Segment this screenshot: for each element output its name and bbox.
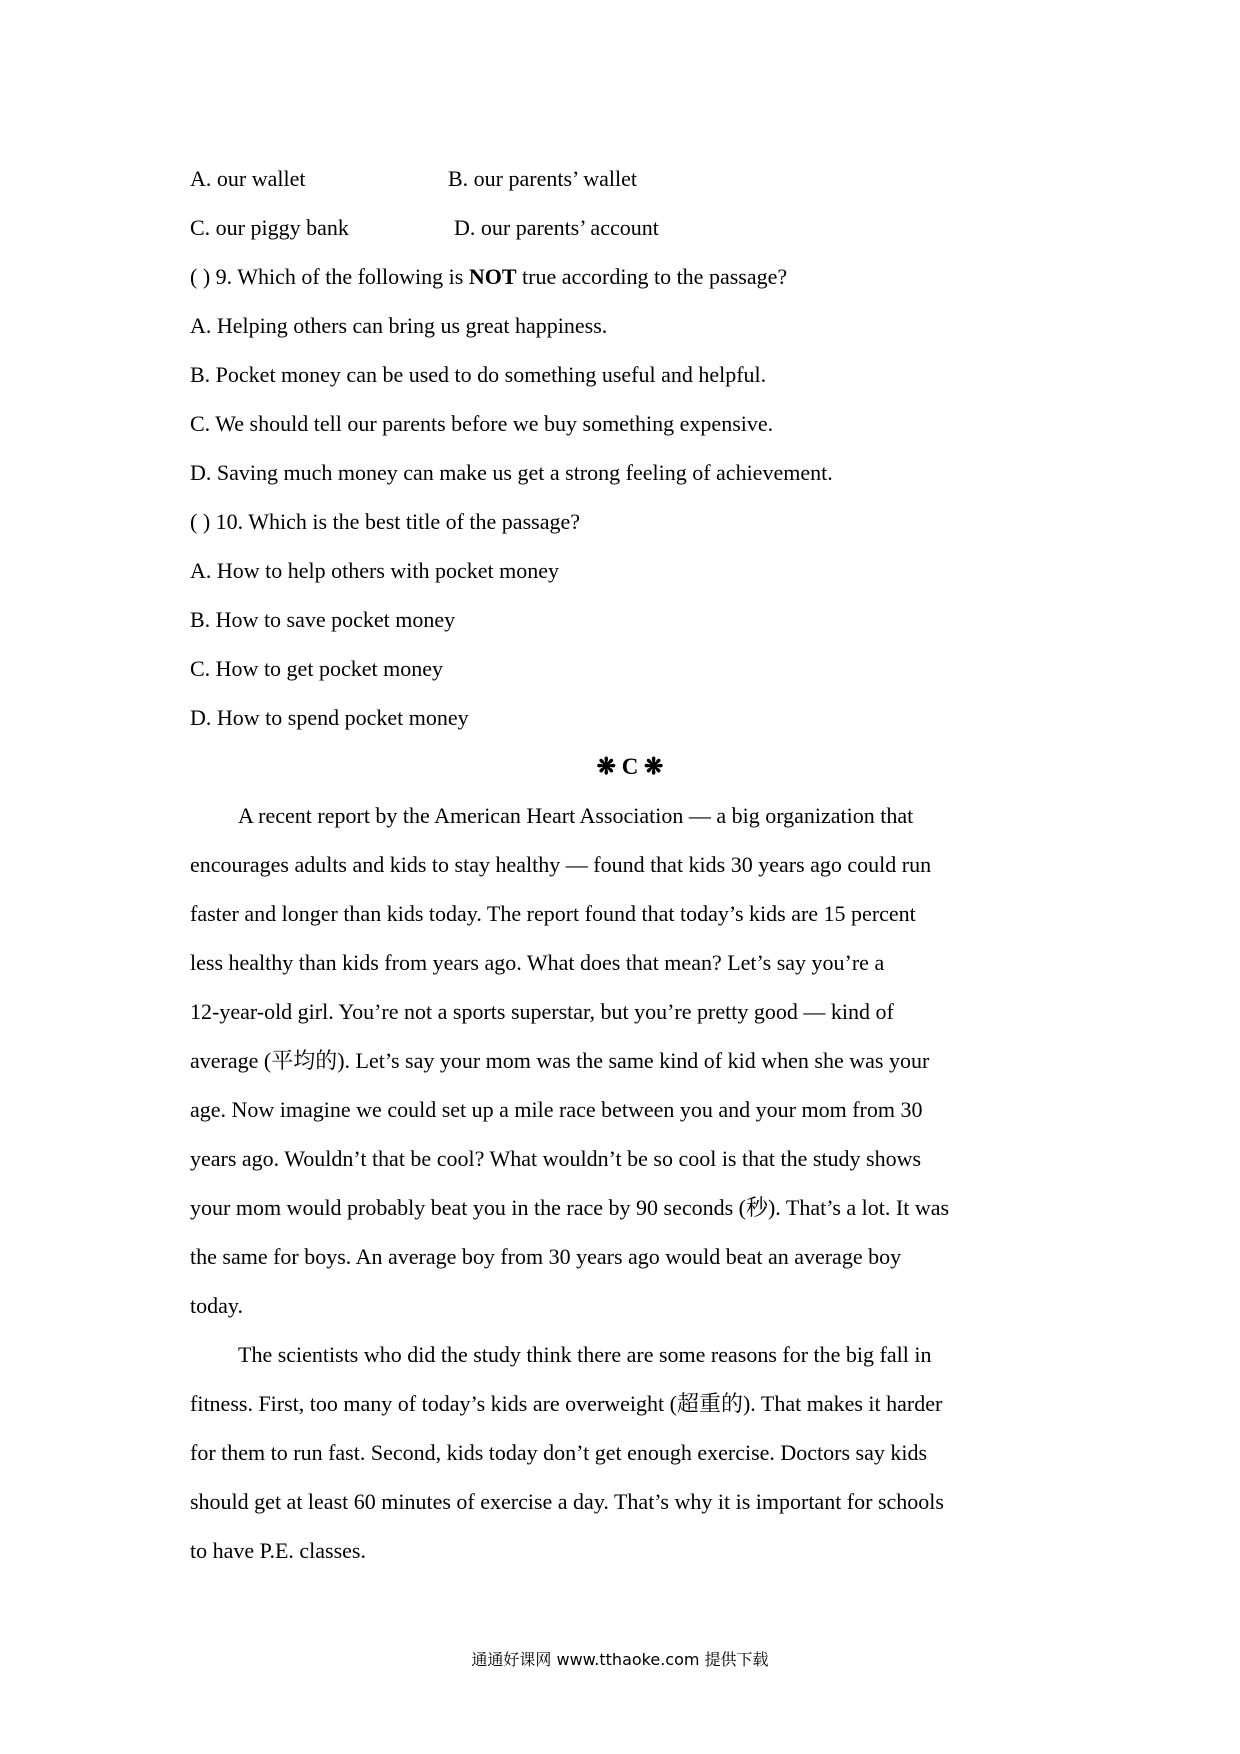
paragraph-line: encourages adults and kids to stay healthy — found that kids 30 years ago could run	[190, 852, 932, 877]
q10-option-d: D. How to spend pocket money	[190, 705, 469, 730]
q8-option-c: C. our piggy bank	[190, 215, 349, 240]
q9-option-a: A. Helping others can bring us great happiness.	[190, 313, 608, 338]
paragraph-line: A recent report by the American Heart Association — a big organization that	[238, 803, 914, 828]
paragraph-line: 12-year-old girl. You’re not a sports superstar, but you’re pretty good — kind of	[190, 999, 894, 1024]
paragraph-line: fitness. First, too many of today’s kids are overweight (超重的). That makes it harder	[190, 1391, 943, 1416]
passage-paragraph-2	[190, 1330, 1070, 1575]
q8-option-b: B. our parents’ wallet	[448, 166, 637, 191]
paragraph-line: age. Now imagine we could set up a mile race between you and your mom from 30	[190, 1097, 923, 1122]
page-footer: 通通好课网 www.tthaoke.com 提供下载	[471, 1650, 769, 1669]
q10-stem: ( ) 10. Which is the best title of the passage?	[190, 509, 580, 534]
document-page	[190, 154, 1070, 1575]
q8-option-d: D. our parents’ account	[454, 215, 659, 240]
q10-option-c: C. How to get pocket money	[190, 656, 443, 681]
q10-option-a: A. How to help others with pocket money	[190, 558, 560, 583]
q9-stem	[190, 252, 1070, 301]
paragraph-line: The scientists who did the study think there are some reasons for the big fall in	[238, 1342, 932, 1367]
q9-option-b: B. Pocket money can be used to do something useful and helpful.	[190, 362, 767, 387]
q8-options-row-1	[190, 154, 1070, 203]
paragraph-line: the same for boys. An average boy from 30 years ago would beat an average boy	[190, 1244, 902, 1269]
q10-option-b: B. How to save pocket money	[190, 607, 456, 632]
q9-stem-emphasis: NOT	[468, 264, 517, 289]
q9-stem-prefix: ( ) 9. Which of the following is	[190, 264, 469, 289]
q9-option-c: C. We should tell our parents before we buy something expensive.	[190, 411, 774, 436]
paragraph-line: for them to run fast. Second, kids today don’t get enough exercise. Doctors say kids	[190, 1440, 928, 1465]
paragraph-line: years ago. Wouldn’t that be cool? What wouldn’t be so cool is that the study shows	[190, 1146, 922, 1171]
paragraph-line: your mom would probably beat you in the race by 90 seconds (秒). That’s a lot. It was	[190, 1195, 950, 1220]
paragraph-line: should get at least 60 minutes of exercise a day. That’s why it is important for schools	[190, 1489, 944, 1514]
paragraph-line: less healthy than kids from years ago. What does that mean? Let’s say you’re a	[190, 950, 885, 975]
passage-paragraph-1	[190, 791, 1070, 1330]
q8-option-a: A. our wallet	[190, 166, 306, 191]
paragraph-line: average (平均的). Let’s say your mom was the same kind of kid when she was your	[190, 1048, 930, 1073]
section-heading: ❋ C ❋	[596, 754, 664, 779]
q8-options-row-2	[190, 203, 1070, 252]
paragraph-line: today.	[190, 1293, 243, 1318]
paragraph-line: to have P.E. classes.	[190, 1538, 366, 1563]
paragraph-line: faster and longer than kids today. The report found that today’s kids are 15 percent	[190, 901, 916, 926]
q9-option-d: D. Saving much money can make us get a strong feeling of achievement.	[190, 460, 833, 485]
q9-stem-suffix: true according to the passage?	[516, 264, 788, 289]
